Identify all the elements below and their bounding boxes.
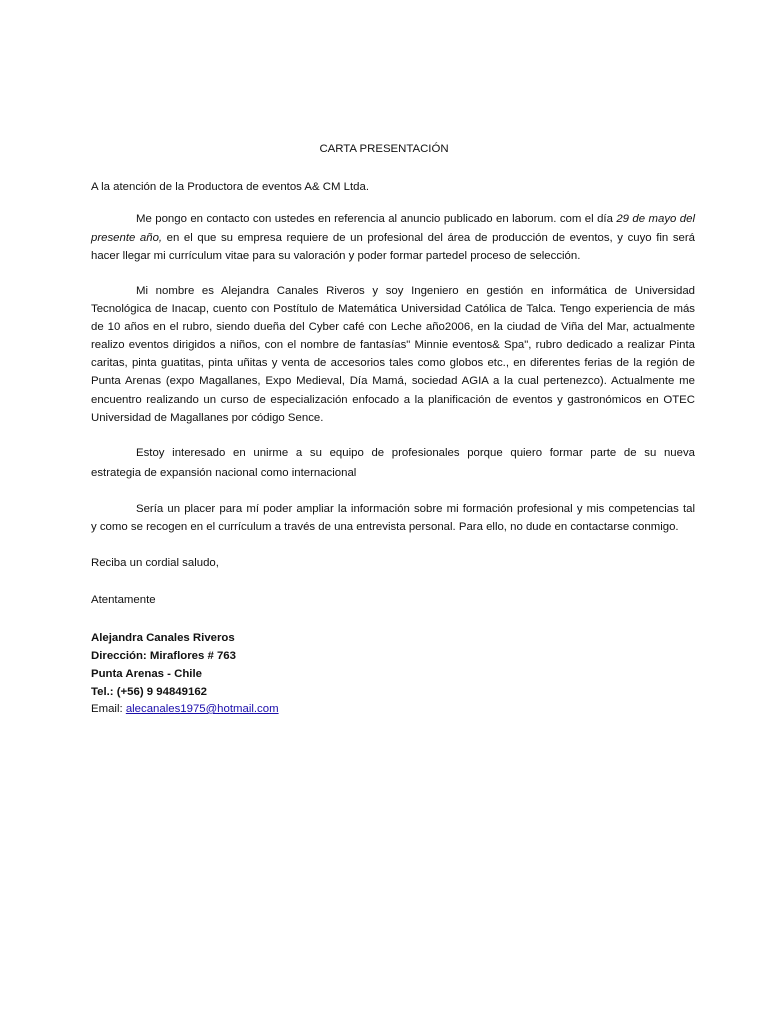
email-link[interactable]: alecanales1975@hotmail.com [125,703,279,715]
signature-city: Punta Arenas - Chile [91,668,202,680]
paragraph-2-line-8: Universidad de Magallanes por código Sence. [91,412,324,424]
paragraph-3-line-1: Estoy interesado en unirme a su equipo de profesionales porque quiero formar parte de su nueva [136,447,695,459]
paragraph-1-text: Me pongo en contacto con ustedes en referencia al anuncio publicado en laborum. com el día [136,213,617,225]
signature-name: Alejandra Canales Riveros [91,632,235,644]
letter-title: CARTA PRESENTACIÓN [319,143,449,155]
email-label: Email: [91,703,126,715]
paragraph-2-line-7: encuentro realizando un curso de especialización enfocado a la planificación de eventos y gastronómicos en OTEC [91,394,695,406]
signature-phone: Tel.: (+56) 9 94849162 [91,686,207,698]
paragraph-2-line-6: Punta Arenas (expo Magallanes, Expo Medieval, Día Mamá, sociedad AGIA a la cual pertenezco). Actualmente me [91,375,695,387]
paragraph-2-line-1: Mi nombre es Alejandra Canales Riveros y soy Ingeniero en gestión en informática de Universidad [136,285,695,297]
paragraph-4-line-1: Sería un placer para mí poder ampliar la información sobre mi formación profesional y mis competencias tal [136,503,695,515]
paragraph-3-line-2: estrategia de expansión nacional como internacional [91,467,357,479]
signature-email-line [91,702,279,716]
paragraph-4-line-2: y como se recogen en el currículum a través de una entrevista personal. Para ello, no dude en contactarse conmigo. [91,521,679,533]
paragraph-1-line-3: hacer llegar mi currículum vitae para su valoración y poder formar partedel proceso de selección. [91,250,581,262]
paragraph-1-date: 29 de mayo del [616,213,695,225]
paragraph-2-line-5: caritas, pinta guatitas, pinta uñitas y venta de accesorios tales como globos etc., en diferentes ferias de la región de [91,357,695,369]
greeting: Reciba un cordial saludo, [91,557,219,569]
closing: Atentamente [91,594,156,606]
paragraph-1-line-1 [136,212,695,226]
signature-address: Dirección: Miraflores # 763 [91,650,236,662]
paragraph-1-text-cont: en el que su empresa requiere de un profesional del área de producción de eventos, y cuyo fin será [162,232,695,244]
paragraph-2-line-3: de 10 años en el rubro, siendo dueña del Cyber café con Leche año2006, en la ciudad de Viña del Mar, actualmente [91,321,695,333]
addressee-line: A la atención de la Productora de eventos A& CM Ltda. [91,181,369,193]
paragraph-1-line-2 [91,231,695,245]
paragraph-2-line-2: Tecnológica de Inacap, cuento con Postítulo de Matemática Universidad Católica de Talca. Tengo experiencia de más [91,303,695,315]
paragraph-2-line-4: realizo eventos dirigidos a niños, con el nombre de fantasías" Minnie eventos& Spa", rubro dedicado a realizar Pinta [91,339,695,351]
paragraph-1-date-cont: presente año, [91,232,163,244]
